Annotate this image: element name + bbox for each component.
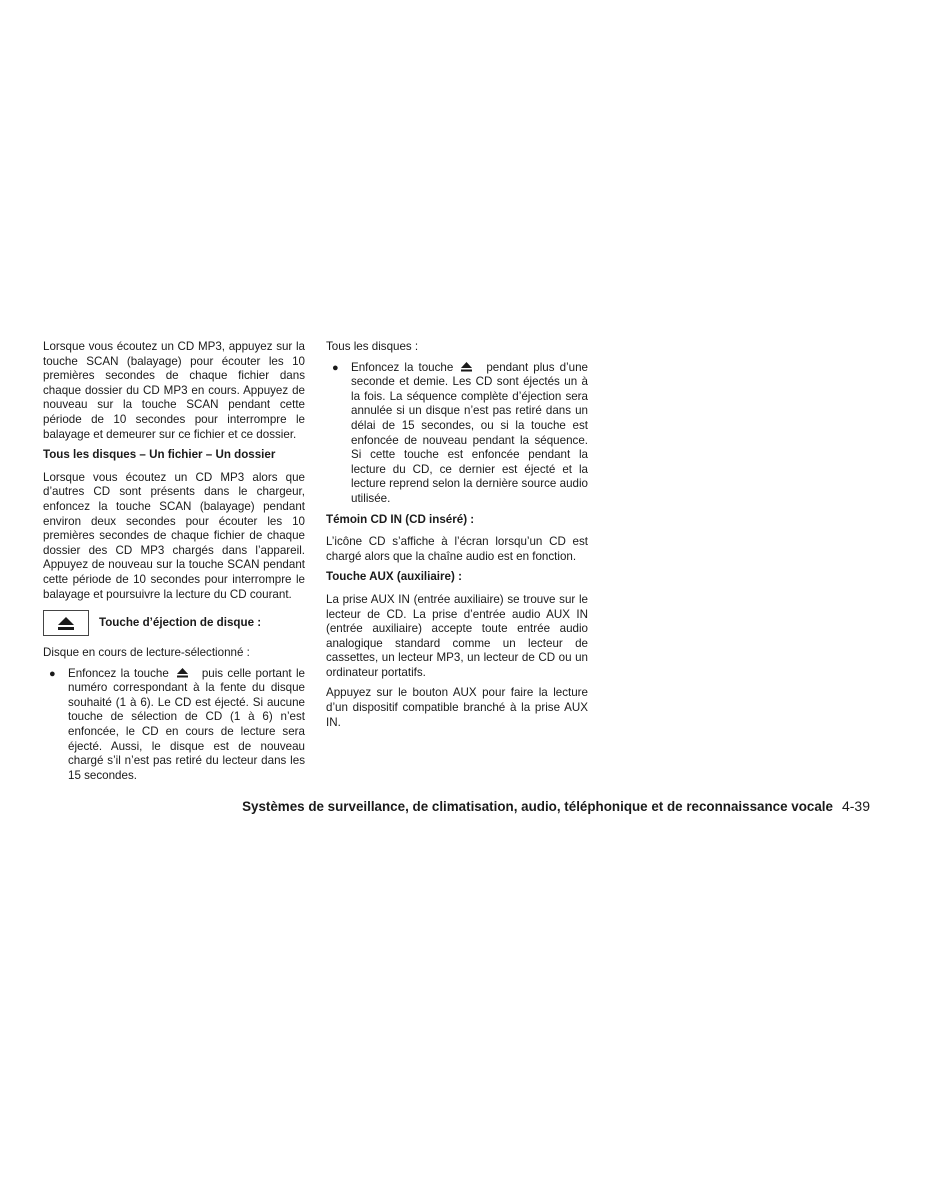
section-title: Systèmes de surveillance, de climatisation, audio, téléphonique et de reconnaissance vocale — [242, 799, 833, 814]
bullet-text-end: puis celle portant le numéro correspondant à la fente du disque souhaité (1 à 6). Le CD est éjecté. Si aucune touche de sélection de CD (1 à 6) n’est enfoncée, le CD en cours de lecture sera éjecté. Aussi, le disque est de nouveau chargé s’il n’est pas retiré du lecteur dans les 15 secondes. — [68, 666, 305, 782]
bullet-icon: ● — [332, 361, 339, 374]
eject-heading: Touche d’éjection de disque : — [99, 615, 262, 629]
eject-icon — [57, 616, 75, 631]
aux-button-paragraph: Appuyez sur le bouton AUX pour faire la lecture d’un dispositif compatible branché à la prise AUX IN. — [326, 686, 588, 729]
heading-aux-button: Touche AUX (auxiliaire) : — [326, 570, 462, 584]
all-discs-label: Tous les disques : — [326, 340, 419, 353]
aux-in-paragraph: La prise AUX IN (entrée auxiliaire) se trouve sur le lecteur de CD. La prise d’entrée audio AUX IN (entrée auxiliaire) accepte toute entrée audio analogique standard comme un lecteur de cassettes, un lecteur MP3, un lecteur de CD ou un ordinateur portatifs. — [326, 592, 588, 679]
bullet-icon: ● — [49, 667, 56, 680]
bullet-text-start: Enfoncez la touche — [351, 360, 454, 374]
page-number: 4-39 — [841, 798, 870, 814]
heading-all-discs-file-folder: Tous les disques – Un fichier – Un dossier — [43, 448, 276, 462]
bullet-text-start: Enfoncez la touche — [68, 666, 169, 680]
list-item — [326, 361, 588, 507]
cd-in-paragraph: L’icône CD s’affiche à l’écran lorsqu’un CD est chargé alors que la chaîne audio est en fonction. — [326, 535, 588, 563]
scan-mp3-paragraph: Lorsque vous écoutez un CD MP3, appuyez sur la touche SCAN (balayage) pour écouter les 10 premières secondes de chaque fichier dans chaque dossier du CD MP3 en cours. Appuyez de nouveau sur la touche SCAN pendant cette période de 10 secondes pour interrompre le balayage et demeurer sur ce fichier et ce dossier. — [43, 340, 305, 441]
heading-cd-in-indicator: Témoin CD IN (CD inséré) : — [326, 512, 475, 526]
eject-button-illustration — [43, 610, 89, 636]
page-footer — [242, 798, 870, 814]
eject-heading-row — [43, 610, 305, 636]
eject-icon — [177, 668, 188, 678]
right-column — [326, 340, 588, 736]
scan-all-discs-paragraph: Lorsque vous écoutez un CD MP3 alors que d’autres CD sont présents dans le chargeur, enfoncez la touche SCAN (balayage) pendant environ deux secondes pour écouter les 10 premières secondes de chaque fichier de chaque dossier des CD MP3 chargés dans l’appareil. Appuyez de nouveau sur la touche SCAN pendant cette période de 10 secondes pour interrompre le balayage et poursuivre la lecture du CD courant. — [43, 470, 305, 601]
eject-icon — [461, 362, 472, 372]
left-column — [43, 340, 305, 789]
bullet-text-end: pendant plus d’une seconde et demie. Les CD sont éjectés un à la fois. La séquence complète d’éjection sera annulée si un disque n’est pas retiré dans un délai de 15 secondes, ou si la touche est enfoncée de nouveau pendant la séquence. Si cette touche est enfoncée pendant la lecture du CD, ce dernier est éjecté et la lecture reprend selon la dernière source audio utilisée. — [351, 360, 588, 505]
current-disc-label: Disque en cours de lecture-sélectionné : — [43, 646, 250, 660]
list-item — [43, 667, 305, 784]
